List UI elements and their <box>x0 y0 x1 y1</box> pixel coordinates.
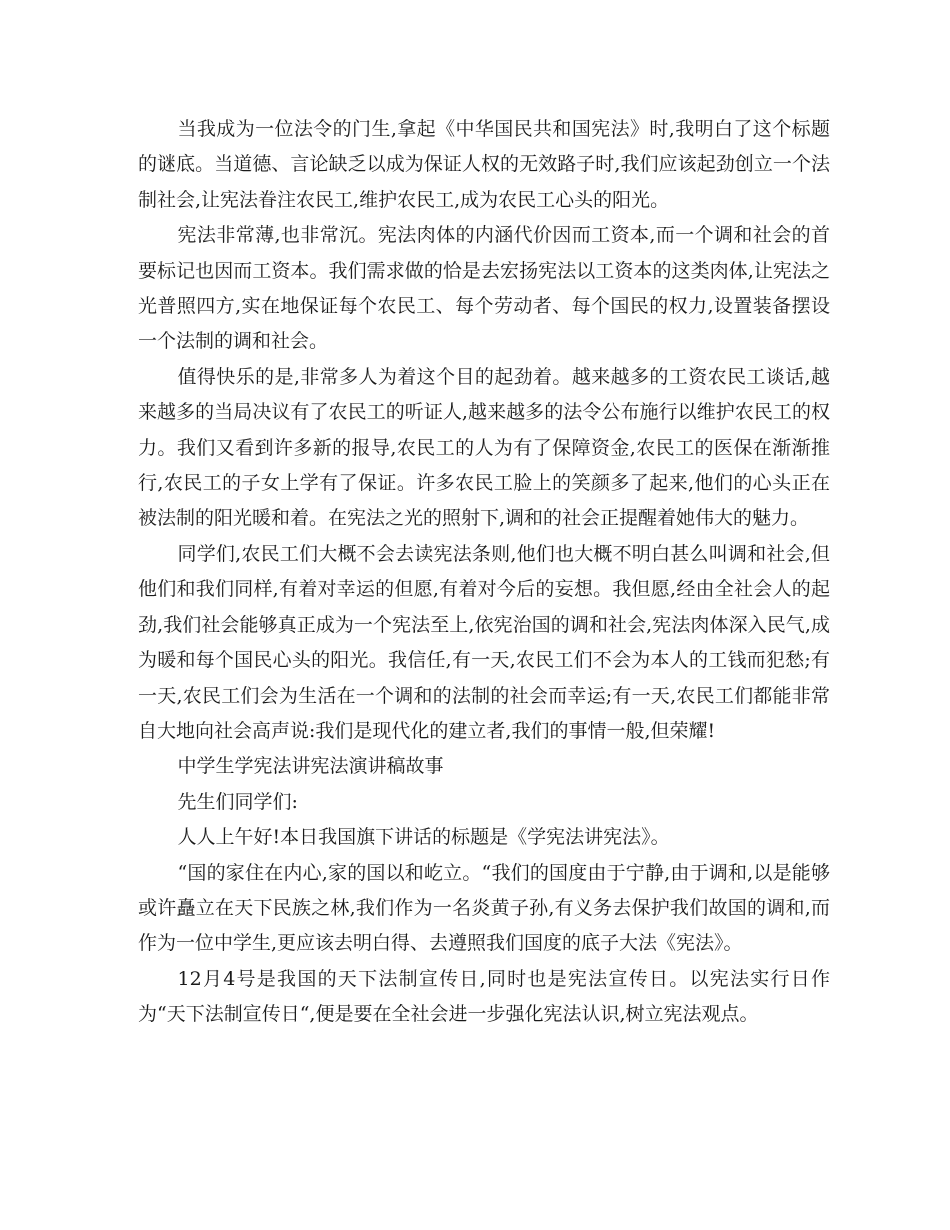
document-body <box>138 112 830 1033</box>
salutation: 先生们同学们: <box>177 790 298 813</box>
paragraph: 值得快乐的是,非常多人为着这个目的起劲着。越来越多的工资农民工谈话,越来越多的当局决议有了农民工的听证人,越来越多的法令公布施行以维护农民工的权力。我们又看到许多新的报导,农民工的人为有了保障资金,农民工的医保在渐渐推行,农民工的子女上学有了保证。许多农民工脸上的笑颜多了起来,他们的心头正在被法制的阳光暖和着。在宪法之光的照射下,调和的社会正提醒着她伟大的魅力。 <box>138 365 830 530</box>
paragraph: 人人上午好!本日我国旗下讲话的标题是《学宪法讲宪法》。 <box>177 826 670 849</box>
paragraph: “国的家住在内心,家的国以和屹立。“我们的国度由于宁静,由于调和,以是能够或许矗立在天下民族之林,我们作为一名炎黄子孙,有义务去保护我们故国的调和,而作为一位中学生,更应该去明白得、去遵照我们国度的底子大法《宪法》。 <box>138 861 830 955</box>
section-title: 中学生学宪法讲宪法演讲稿故事 <box>177 755 444 778</box>
paragraph: 12月4号是我国的天下法制宣传日,同时也是宪法宣传日。以宪法实行日作为“天下法制宣传日“,便是要在全社会进一步强化宪法认识,树立宪法观点。 <box>138 967 830 1026</box>
paragraph: 宪法非常薄,也非常沉。宪法肉体的内涵代价因而工资本,而一个调和社会的首要标记也因而工资本。我们需求做的恰是去宏扬宪法以工资本的这类肉体,让宪法之光普照四方,实在地保证每个农民工、每个劳动者、每个国民的权力,设置装备摆设一个法制的调和社会。 <box>138 224 830 353</box>
paragraph: 当我成为一位法令的门生,拿起《中华国民共和国宪法》时,我明白了这个标题的谜底。当道德、言论缺乏以成为保证人权的无效路子时,我们应该起劲创立一个法制社会,让宪法眷注农民工,维护农民工,成为农民工心头的阳光。 <box>138 118 830 211</box>
paragraph: 同学们,农民工们大概不会去读宪法条则,他们也大概不明白甚么叫调和社会,但他们和我们同样,有着对幸运的但愿,有着对今后的妄想。我但愿,经由全社会人的起劲,我们社会能够真正成为一个宪法至上,依宪治国的调和社会,宪法肉体深入民气,成为暖和每个国民心头的阳光。我信任,有一天,农民工们不会为本人的工钱而犯愁;有一天,农民工们会为生活在一个调和的法制的社会而幸运;有一天,农民工们都能非常自大地向社会高声说:我们是现代化的建立者,我们的事情一般,但荣耀! <box>138 542 830 742</box>
